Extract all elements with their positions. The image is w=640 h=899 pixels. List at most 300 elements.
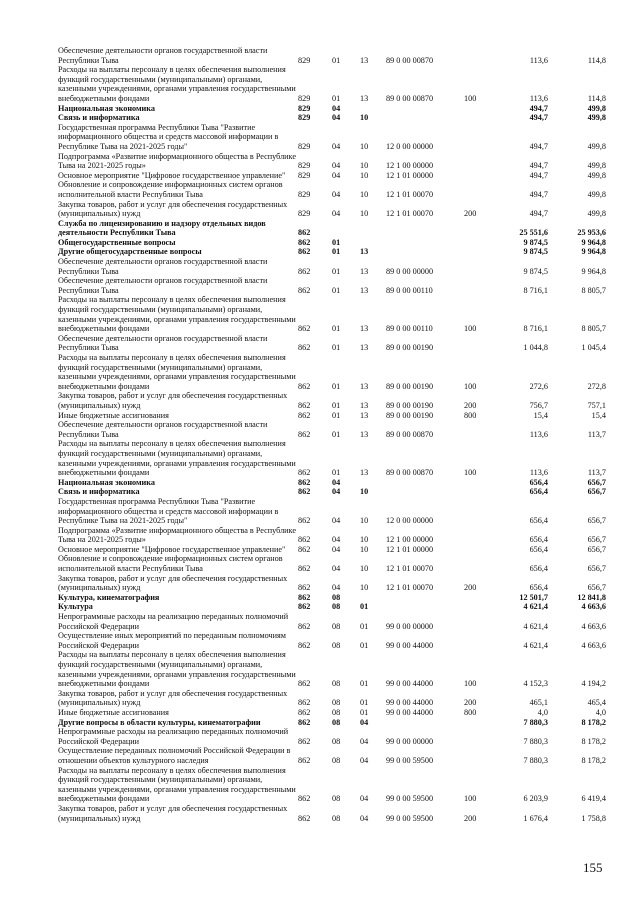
section-code: 04 (332, 189, 341, 199)
amount-year-1: 494,7 (529, 103, 548, 113)
expense-type-code: 100 (464, 93, 477, 103)
table-row (58, 602, 606, 612)
expense-type-code (464, 171, 492, 181)
expense-type-code (464, 276, 492, 295)
table-row (58, 612, 606, 631)
expense-name: Обеспечение деятельности органов государственной власти Республики Тыва (58, 333, 268, 353)
section-code: 08 (332, 592, 341, 602)
grbs-code: 829 (298, 93, 311, 103)
amount-year-2: 6 419,4 (581, 794, 606, 804)
expense-type-code (464, 746, 492, 765)
subsection-code (360, 104, 386, 114)
expense-name: Закупка товаров, работ и услуг для обеспечения государственных (муниципальных) нужд (58, 199, 288, 219)
grbs-code: 862 (298, 477, 311, 487)
section-code: 04 (332, 477, 341, 487)
grbs-code: 862 (298, 237, 311, 247)
expense-name: Государственная программа Республики Тыва "Развитие информационного общества и средств массовой информации в Республике Тыва на 2021-2025 годы" (58, 496, 279, 526)
amount-year-2: 656,7 (587, 535, 606, 545)
target-article-code: 99 0 00 00000 (386, 621, 434, 631)
section-code: 08 (332, 755, 341, 765)
amount-year-1: 494,7 (529, 189, 548, 199)
subsection-code: 13 (360, 381, 369, 391)
amount-year-1: 756,7 (529, 400, 548, 410)
page-number: 155 (583, 860, 603, 875)
grbs-code: 862 (298, 516, 311, 526)
target-article-code (386, 718, 464, 728)
expense-name: Культура, кинематография (58, 592, 160, 602)
section-code: 04 (332, 564, 341, 574)
target-article-code: 89 0 00 00000 (386, 266, 434, 276)
expense-type-code (464, 420, 492, 439)
amount-year-2: 757,1 (587, 400, 606, 410)
amount-year-2: 499,8 (587, 161, 606, 171)
grbs-code: 829 (298, 189, 311, 199)
amount-year-1: 15,4 (533, 410, 548, 420)
amount-year-1: 656,4 (529, 516, 548, 526)
target-article-code (386, 593, 464, 603)
subsection-code: 13 (360, 410, 369, 420)
amount-year-1: 9 874,5 (523, 247, 548, 257)
table-row (58, 593, 606, 603)
table-row (58, 257, 606, 276)
expense-type-code: 200 (464, 209, 477, 219)
expense-type-code (464, 104, 492, 114)
target-article-code: 12 1 00 00000 (386, 535, 434, 545)
expense-name: Подпрограмма «Развитие информационного общества в Республике Тыва на 2021-2025 годы» (58, 151, 296, 171)
expense-name: Другие общегосударственные вопросы (58, 247, 202, 257)
expense-type-code (464, 487, 492, 497)
amount-year-2: 656,7 (587, 544, 606, 554)
section-code: 08 (332, 698, 341, 708)
section-code: 01 (332, 343, 341, 353)
amount-year-2: 114,8 (587, 93, 606, 103)
amount-year-2: 656,7 (587, 583, 606, 593)
amount-year-2: 4 663,6 (581, 602, 606, 612)
amount-year-1: 12 501,7 (519, 592, 548, 602)
section-code: 04 (332, 516, 341, 526)
expense-name: Осуществление переданных полномочий Российской Федерации в отношении объектов культурного наследия (58, 746, 291, 765)
grbs-code: 862 (298, 564, 311, 574)
expense-type-code: 200 (464, 698, 477, 708)
amount-year-1: 1 676,4 (523, 813, 548, 823)
subsection-code: 01 (360, 679, 369, 689)
section-code: 08 (332, 717, 341, 727)
amount-year-2: 4 194,2 (581, 679, 606, 689)
expense-name: Иные бюджетные ассигнования (58, 410, 169, 420)
amount-year-1: 465,1 (529, 698, 548, 708)
subsection-code: 10 (360, 141, 369, 151)
subsection-code (360, 593, 386, 603)
subsection-code: 01 (360, 707, 369, 717)
section-code: 01 (332, 93, 341, 103)
expense-name: Связь и информатика (58, 487, 140, 497)
expense-type-code: 100 (464, 794, 477, 804)
expense-name: Расходы на выплаты персоналу в целях обеспечения выполнения функций государственными (муниципальными) органами, казенными учреждениями, органами управления государственными внебюджетными фондами (58, 439, 296, 478)
table-row (58, 219, 606, 238)
amount-year-2: 9 964,8 (581, 237, 606, 247)
expense-type-code (464, 180, 492, 199)
amount-year-2: 656,7 (587, 477, 606, 487)
target-article-code (386, 478, 464, 488)
target-article-code: 12 1 01 00070 (386, 564, 434, 574)
expense-name: Расходы на выплаты персоналу в целях обеспечения выполнения функций государственными (муниципальными) органами, казенными учреждениями, органами управления государственными внебюджетными фондами (58, 65, 296, 103)
table-row (58, 391, 606, 410)
grbs-code: 862 (298, 247, 311, 257)
expense-name: Основное мероприятие "Цифровое государственное управление" (58, 544, 286, 554)
amount-year-2: 656,7 (587, 564, 606, 574)
expense-type-code (464, 602, 492, 612)
subsection-code: 04 (360, 736, 369, 746)
amount-year-1: 656,4 (529, 535, 548, 545)
grbs-code: 862 (298, 813, 311, 823)
section-code: 01 (332, 266, 341, 276)
subsection-code: 13 (360, 343, 369, 353)
table-row (58, 238, 606, 248)
amount-year-1: 8 716,1 (523, 324, 548, 334)
grbs-code: 862 (298, 640, 311, 650)
amount-year-1: 4 621,4 (523, 621, 548, 631)
expense-type-code (464, 497, 492, 526)
subsection-code: 13 (360, 266, 369, 276)
subsection-code: 13 (360, 285, 369, 295)
table-row (58, 804, 606, 823)
target-article-code: 12 1 01 00000 (386, 170, 434, 180)
table-row (58, 689, 606, 708)
amount-year-2: 4 663,6 (581, 640, 606, 650)
expense-name: Расходы на выплаты персоналу в целях обеспечения выполнения функций государственными (муниципальными) органами, казенными учреждениями, органами управления государственными внебюджетными фондами (58, 650, 296, 689)
table-row (58, 200, 606, 219)
amount-year-1: 113,6 (529, 93, 548, 103)
grbs-code: 862 (298, 707, 311, 717)
section-code: 04 (332, 103, 341, 113)
subsection-code: 13 (360, 55, 369, 65)
table-row (58, 411, 606, 421)
amount-year-2: 499,8 (587, 189, 606, 199)
table-row (58, 650, 606, 688)
expense-type-code (464, 238, 492, 248)
target-article-code: 12 0 00 00000 (386, 516, 434, 526)
section-code: 04 (332, 161, 341, 171)
amount-year-1: 7 880,3 (523, 736, 548, 746)
target-article-code: 12 0 00 00000 (386, 141, 434, 151)
expense-name: Закупка товаров, работ и услуг для обеспечения государственных (муниципальных) нужд (58, 803, 288, 823)
target-article-code: 89 0 00 00190 (386, 410, 434, 420)
section-code: 01 (332, 468, 341, 478)
grbs-code: 862 (298, 410, 311, 420)
grbs-code: 862 (298, 535, 311, 545)
amount-year-1: 8 716,1 (523, 285, 548, 295)
amount-year-2: 8 805,7 (581, 285, 606, 295)
target-article-code: 89 0 00 00870 (386, 429, 434, 439)
subsection-code: 13 (360, 324, 369, 334)
expense-name: Государственная программа Республики Тыва "Развитие информационного общества и средств массовой информации в Республике Тыва на 2021-2025 годы" (58, 122, 279, 151)
amount-year-1: 494,7 (529, 161, 548, 171)
grbs-code: 862 (298, 429, 311, 439)
subsection-code: 13 (360, 429, 369, 439)
subsection-code: 10 (360, 564, 369, 574)
amount-year-1: 494,7 (529, 141, 548, 151)
target-article-code: 12 1 01 00070 (386, 209, 434, 219)
expense-type-code (464, 247, 492, 257)
table-row (58, 718, 606, 728)
section-code: 08 (332, 640, 341, 650)
grbs-code: 862 (298, 544, 311, 554)
amount-year-2: 465,4 (587, 698, 606, 708)
amount-year-1: 1 044,8 (523, 343, 548, 353)
grbs-code: 862 (298, 324, 311, 334)
subsection-code (360, 238, 386, 248)
table-row (58, 526, 606, 545)
amount-year-1: 4,0 (537, 707, 548, 717)
section-code: 01 (332, 237, 341, 247)
amount-year-1: 6 203,9 (523, 794, 548, 804)
table-row (58, 497, 606, 526)
target-article-code (386, 487, 464, 497)
amount-year-2: 8 178,2 (581, 717, 606, 727)
amount-year-1: 656,4 (529, 583, 548, 593)
amount-year-2: 499,8 (587, 141, 606, 151)
table-row (58, 746, 606, 765)
expense-name: Иные бюджетные ассигнования (58, 707, 169, 717)
amount-year-1: 113,6 (529, 55, 548, 65)
target-article-code: 89 0 00 00870 (386, 55, 434, 65)
target-article-code: 12 1 01 00070 (386, 189, 434, 199)
table-row (58, 439, 606, 477)
grbs-code: 862 (298, 285, 311, 295)
expense-type-code (464, 219, 492, 238)
table-row (58, 334, 606, 353)
expense-type-code (464, 113, 492, 123)
table-row (58, 180, 606, 199)
section-code: 04 (332, 535, 341, 545)
section-code: 08 (332, 707, 341, 717)
grbs-code: 862 (298, 228, 311, 238)
target-article-code (386, 113, 464, 123)
table-row (58, 276, 606, 295)
expense-name: Закупка товаров, работ и услуг для обеспечения государственных (муниципальных) нужд (58, 573, 288, 593)
expense-name: Непрограммные расходы на реализацию переданных полномочий Российской Федерации (58, 612, 289, 631)
amount-year-2: 1 758,8 (581, 813, 606, 823)
subsection-code (360, 219, 386, 238)
expense-name: Связь и информатика (58, 113, 140, 123)
target-article-code: 89 0 00 00110 (386, 324, 433, 334)
section-code: 01 (332, 400, 341, 410)
expense-name: Общегосударственные вопросы (58, 237, 176, 247)
table-row (58, 574, 606, 593)
expense-name: Культура (58, 602, 93, 612)
section-code: 01 (332, 285, 341, 295)
subsection-code: 13 (360, 468, 369, 478)
expense-name: Обновление и сопровождение информационных систем органов исполнительной власти Республики Тыва (58, 554, 283, 574)
amount-year-2: 499,8 (587, 103, 606, 113)
expense-name: Расходы на выплаты персоналу в целях обеспечения выполнения функций государственными (муниципальными) органами, казенными учреждениями, органами управления государственными внебюджетными фондами (58, 765, 296, 804)
subsection-code: 10 (360, 516, 369, 526)
expense-name: Национальная экономика (58, 477, 155, 487)
amount-year-2: 114,8 (587, 55, 606, 65)
target-article-code: 89 0 00 00110 (386, 285, 433, 295)
expense-type-code (464, 334, 492, 353)
section-code: 08 (332, 621, 341, 631)
grbs-code: 862 (298, 794, 311, 804)
expense-name: Обеспечение деятельности органов государственной власти Республики Тыва (58, 420, 268, 439)
grbs-code: 862 (298, 698, 311, 708)
target-article-code: 12 1 00 00000 (386, 161, 434, 171)
section-code: 04 (332, 141, 341, 151)
expense-type-code: 200 (464, 813, 477, 823)
expense-type-code (464, 554, 492, 573)
section-code: 04 (332, 487, 341, 497)
amount-year-1: 113,6 (529, 429, 548, 439)
expense-type-code: 200 (464, 583, 477, 593)
target-article-code: 99 0 00 59500 (386, 813, 434, 823)
amount-year-1: 4 621,4 (523, 640, 548, 650)
grbs-code: 862 (298, 468, 311, 478)
target-article-code: 89 0 00 00870 (386, 468, 434, 478)
target-article-code (386, 247, 464, 257)
amount-year-1: 656,4 (529, 487, 548, 497)
grbs-code: 862 (298, 400, 311, 410)
section-code: 04 (332, 113, 341, 123)
target-article-code (386, 219, 464, 238)
table-body (58, 46, 606, 823)
expense-type-code (464, 257, 492, 276)
target-article-code: 89 0 00 00190 (386, 381, 434, 391)
target-article-code (386, 104, 464, 114)
expense-name: Обеспечение деятельности органов государственной власти Республики Тыва (58, 276, 268, 295)
table-row (58, 113, 606, 123)
table-row (58, 171, 606, 181)
table-row (58, 104, 606, 114)
target-article-code (386, 602, 464, 612)
table-row (58, 65, 606, 103)
grbs-code: 862 (298, 621, 311, 631)
amount-year-2: 8 178,2 (581, 755, 606, 765)
amount-year-2: 113,7 (587, 429, 606, 439)
subsection-code: 10 (360, 161, 369, 171)
expense-name: Обновление и сопровождение информационных систем органов исполнительной власти Республики Тыва (58, 180, 283, 199)
expense-type-code (464, 152, 492, 171)
section-code: 01 (332, 324, 341, 334)
amount-year-1: 25 551,6 (519, 228, 548, 238)
amount-year-2: 8 178,2 (581, 736, 606, 746)
subsection-code: 13 (360, 93, 369, 103)
expense-type-code (464, 526, 492, 545)
expense-name: Расходы на выплаты персоналу в целях обеспечения выполнения функций государственными (муниципальными) органами, казенными учреждениями, органами управления государственными внебюджетными фондами (58, 295, 296, 334)
expense-name: Служба по лицензированию и надзору отдельных видов деятельности Республики Тыва (58, 218, 266, 238)
amount-year-1: 656,4 (529, 564, 548, 574)
grbs-code: 862 (298, 592, 311, 602)
table-row (58, 295, 606, 333)
section-code: 04 (332, 583, 341, 593)
amount-year-1: 494,7 (529, 209, 548, 219)
subsection-code: 10 (360, 113, 369, 123)
expense-type-code: 100 (464, 381, 477, 391)
amount-year-2: 656,7 (587, 516, 606, 526)
table-row (58, 545, 606, 555)
table-row (58, 708, 606, 718)
target-article-code: 99 0 00 44000 (386, 640, 434, 650)
section-code: 04 (332, 170, 341, 180)
subsection-code (360, 478, 386, 488)
table-row (58, 123, 606, 152)
table-row (58, 46, 606, 65)
expense-type-code (464, 545, 492, 555)
section-code: 01 (332, 429, 341, 439)
target-article-code: 12 1 01 00000 (386, 544, 434, 554)
table-row (58, 152, 606, 171)
budget-table (58, 46, 606, 823)
amount-year-2: 499,8 (587, 113, 606, 123)
subsection-code: 10 (360, 170, 369, 180)
expense-name: Подпрограмма «Развитие информационного общества в Республике Тыва на 2021-2025 годы» (58, 525, 296, 545)
expense-name: Обеспечение деятельности органов государственной власти Республики Тыва (58, 257, 268, 276)
target-article-code: 99 0 00 44000 (386, 707, 434, 717)
grbs-code: 829 (298, 141, 311, 151)
amount-year-2: 499,8 (587, 209, 606, 219)
section-code: 04 (332, 544, 341, 554)
amount-year-2: 25 953,6 (577, 228, 606, 238)
expense-name: Закупка товаров, работ и услуг для обеспечения государственных (муниципальных) нужд (58, 688, 288, 708)
subsection-code: 04 (360, 813, 369, 823)
amount-year-1: 656,4 (529, 544, 548, 554)
subsection-code: 04 (360, 755, 369, 765)
expense-type-code: 100 (464, 468, 477, 478)
table-row (58, 478, 606, 488)
amount-year-1: 4 621,4 (523, 602, 548, 612)
expense-type-code: 200 (464, 400, 477, 410)
target-article-code (386, 238, 464, 248)
amount-year-2: 272,8 (587, 381, 606, 391)
expense-type-code: 800 (464, 410, 477, 420)
target-article-code: 89 0 00 00190 (386, 400, 434, 410)
table-row (58, 420, 606, 439)
grbs-code: 862 (298, 755, 311, 765)
expense-name: Непрограммные расходы на реализацию переданных полномочий Российской Федерации (58, 727, 289, 746)
amount-year-2: 656,7 (587, 487, 606, 497)
grbs-code: 862 (298, 602, 311, 612)
amount-year-2: 8 805,7 (581, 324, 606, 334)
grbs-code: 862 (298, 381, 311, 391)
amount-year-1: 4 152,3 (523, 679, 548, 689)
expense-type-code (464, 727, 492, 746)
table-row (58, 631, 606, 650)
amount-year-1: 9 874,5 (523, 237, 548, 247)
amount-year-2: 499,8 (587, 170, 606, 180)
grbs-code: 862 (298, 343, 311, 353)
expense-name: Другие вопросы в области культуры, кинематографии (58, 717, 261, 727)
subsection-code: 10 (360, 189, 369, 199)
expense-type-code: 100 (464, 679, 477, 689)
amount-year-1: 113,6 (529, 468, 548, 478)
table-row (58, 353, 606, 391)
target-article-code: 89 0 00 00190 (386, 343, 434, 353)
section-code: 08 (332, 736, 341, 746)
amount-year-1: 7 880,3 (523, 717, 548, 727)
section-code: 08 (332, 679, 341, 689)
target-article-code: 99 0 00 00000 (386, 736, 434, 746)
section-code: 01 (332, 410, 341, 420)
grbs-code: 862 (298, 679, 311, 689)
subsection-code: 13 (360, 247, 369, 257)
subsection-code: 10 (360, 487, 369, 497)
expense-name: Закупка товаров, работ и услуг для обеспечения государственных (муниципальных) нужд (58, 391, 288, 410)
grbs-code: 862 (298, 736, 311, 746)
grbs-code: 829 (298, 170, 311, 180)
expense-type-code (464, 593, 492, 603)
amount-year-2: 4,0 (595, 707, 606, 717)
subsection-code: 01 (360, 640, 369, 650)
table-row (58, 554, 606, 573)
